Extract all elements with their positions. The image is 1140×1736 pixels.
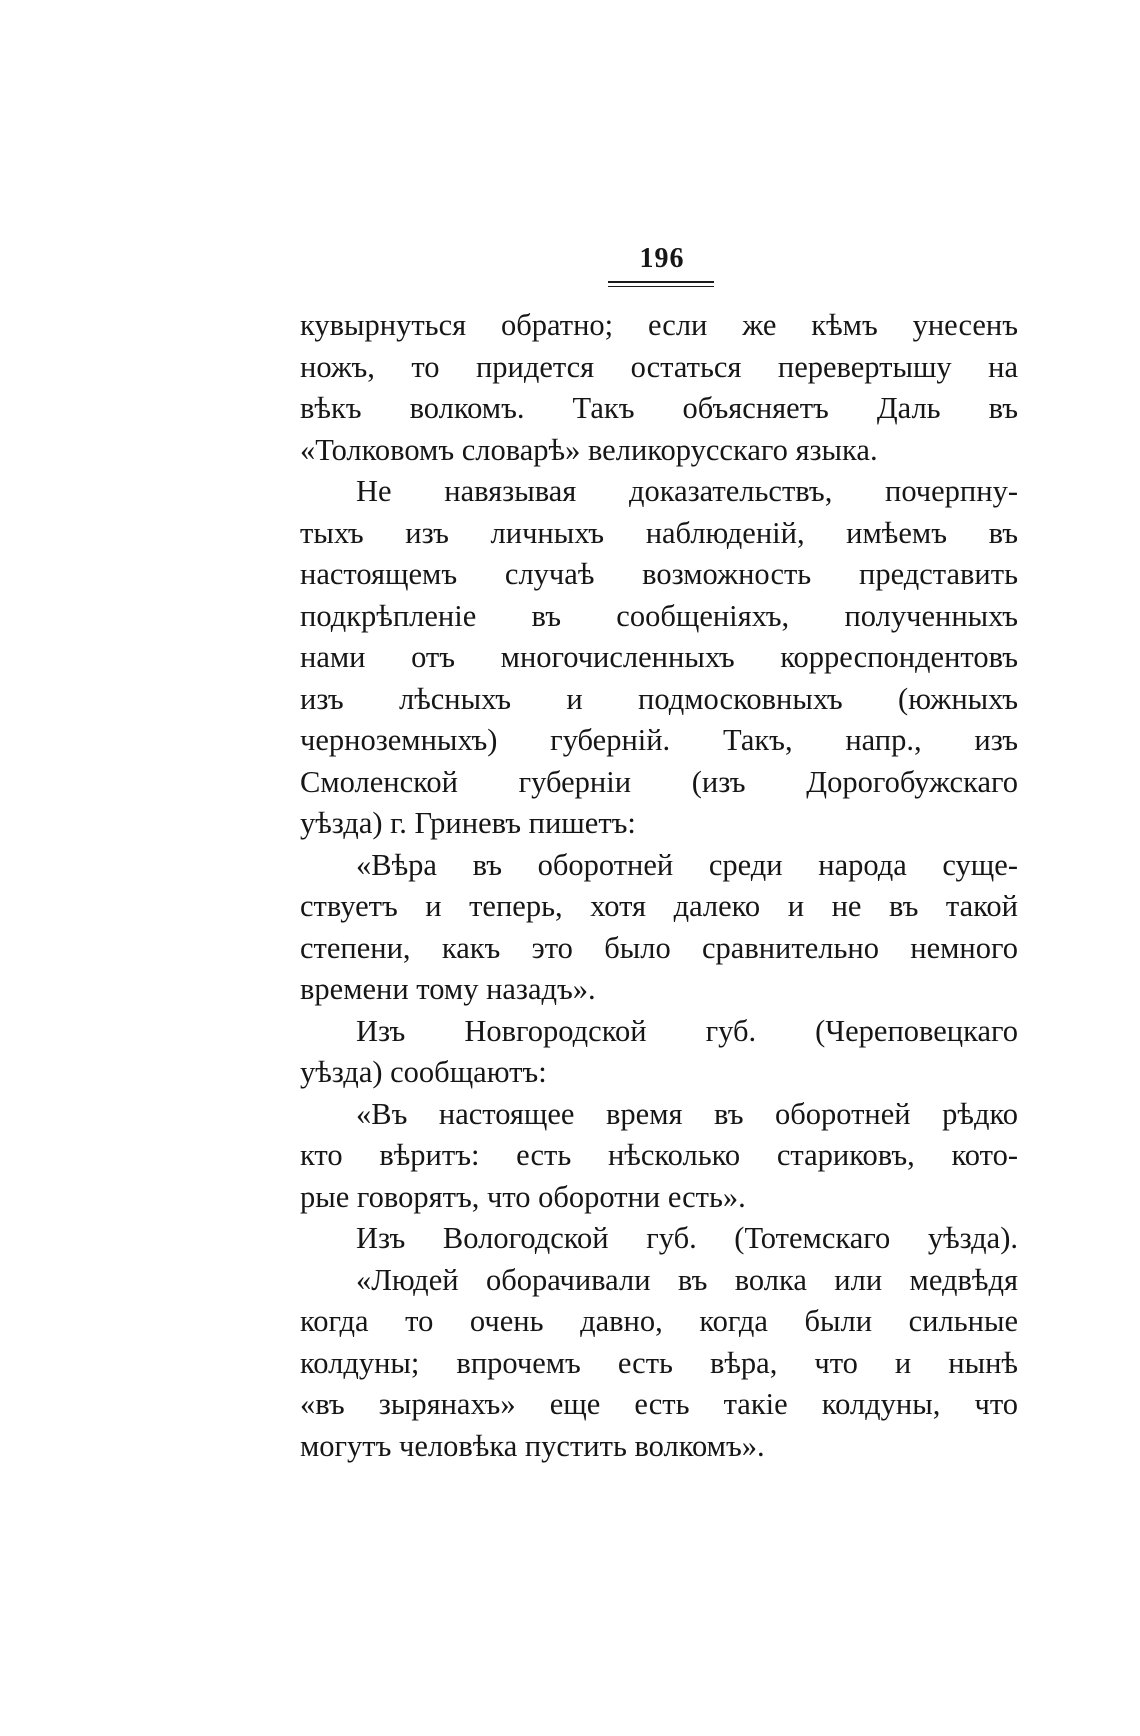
text-line: могутъ человѣка пустить волкомъ». (300, 1428, 765, 1463)
text-line: настоящемъ случаѣ возможность представить (300, 557, 1018, 591)
page-number: 196 (639, 243, 685, 274)
text-line: черноземныхъ) губерній. Такъ, напр., изъ (300, 723, 1018, 757)
text-line: вѣкъ волкомъ. Такъ объясняетъ Даль въ (300, 391, 1018, 425)
text-line: ножъ, то придется остаться перевертышу на (300, 349, 1018, 384)
text-line: «Людей оборачивали въ волка или медвѣдя (356, 1262, 1018, 1297)
text-line: Изъ Вологодской губ. (Тотемскаго уѣзда). (356, 1221, 1018, 1255)
text-line: «въ зырянахъ» еще есть такіе колдуны, что (300, 1387, 1018, 1421)
text-line: уѣзда) сообщаютъ: (300, 1055, 547, 1089)
text-line: ствуетъ и теперь, хотя далеко и не въ такой (300, 889, 1018, 923)
text-line: Не навязывая доказательствъ, почерпну- (356, 474, 1018, 508)
text-line: рые говорятъ, что оборотни есть». (300, 1179, 746, 1214)
text-line: кто вѣритъ: есть нѣсколько стариковъ, кото- (300, 1138, 1018, 1172)
text-line: «Толковомъ словарѣ» великорусскаго языка. (300, 432, 878, 467)
body-text (300, 305, 1018, 1467)
text-line: изъ лѣсныхъ и подмосковныхъ (южныхъ (300, 681, 1018, 716)
text-line: колдуны; впрочемъ есть вѣра, что и нынѣ (300, 1345, 1018, 1380)
text-line: «Вѣра въ оборотней среди народа суще- (356, 847, 1018, 882)
text-line: уѣзда) г. Гриневъ пишетъ: (300, 806, 636, 840)
text-line: тыхъ изъ личныхъ наблюденій, имѣемъ въ (300, 515, 1018, 550)
text-line: степени, какъ это было сравнительно немного (300, 930, 1018, 965)
text-line: времени тому назадъ». (300, 972, 596, 1006)
text-line: когда то очень давно, когда были сильные (300, 1304, 1018, 1338)
text-line: нами отъ многочисленныхъ корреспондентовъ (300, 640, 1018, 674)
page-number-rule-thin (608, 286, 714, 287)
text-line: подкрѣпленіе въ сообщеніяхъ, полученныхъ (300, 598, 1018, 633)
text-line: Изъ Новгородской губ. (Череповецкаго (356, 1013, 1018, 1048)
text-line: «Въ настоящее время въ оборотней рѣдко (356, 1096, 1018, 1131)
text-line: Смоленской губерніи (изъ Дорогобужскаго (300, 764, 1018, 799)
page-number-rule (608, 281, 714, 283)
text-line: кувырнуться обратно; если же кѣмъ унесенъ (300, 308, 1018, 342)
